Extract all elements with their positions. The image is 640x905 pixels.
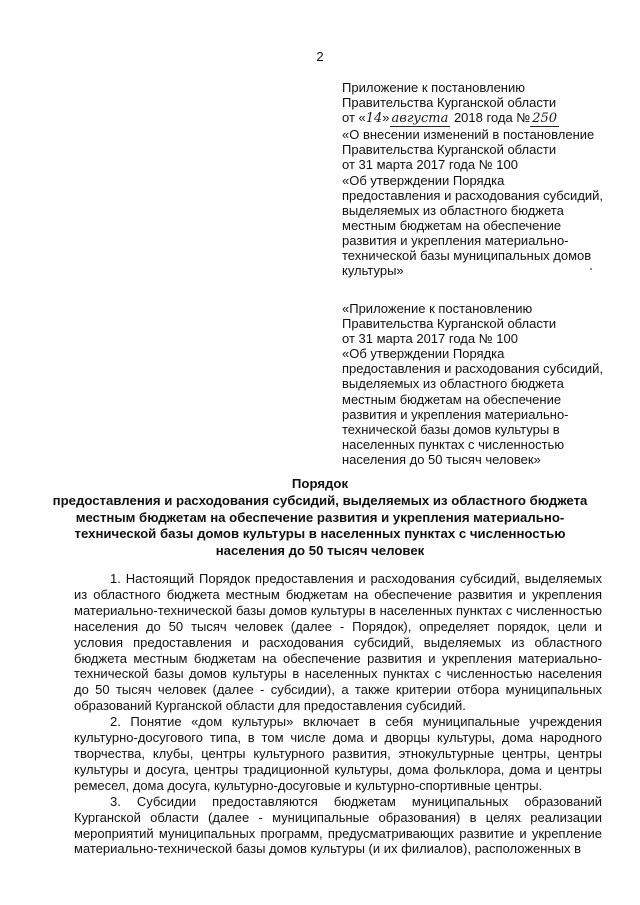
appendix2-line: «Приложение к постановлению (342, 301, 533, 316)
appendix2-line: предоставления и расходования субсидий, (342, 361, 604, 377)
document-body (74, 571, 602, 857)
date-quote: » (382, 110, 390, 126)
appendix-line: «Об утверждении Порядка (342, 172, 505, 188)
scan-speck (590, 268, 592, 270)
paragraph-2: 2. Понятие «дом культуры» включает в себя муниципальные учреждения культурно-досугового типа, в том числе дома и дворцы культуры, дома народного творчества, клубы, центры культурного развития, этнокультурные центры, центры культуры и досуга, центры традиционной культуры, дома фольклора, дома и центры ремесел, дома досуга, культурно-досуговые и культурно-спортивные центры. (74, 714, 602, 793)
date-prefix: от « (342, 110, 366, 126)
document-title (40, 476, 600, 560)
appendix-line: «О внесении изменений в постановление (342, 127, 595, 143)
title-line: местным бюджетам на обеспечение развития и укрепления материально- (75, 509, 565, 525)
appendix2-line: от 31 марта 2017 года № 100 (342, 331, 518, 347)
appendix-quote-header (342, 301, 607, 467)
appendix-date-line (342, 110, 607, 127)
appendix2-line: технической базы домов культуры в (342, 421, 560, 437)
appendix2-line: развития и укрепления материально- (342, 406, 569, 422)
appendix-line: Правительства Курганской области (342, 142, 557, 158)
appendix2-line: населения до 50 тысяч человек» (342, 451, 541, 467)
title-line: технической базы домов культуры в населенных пунктах с численностью (74, 526, 566, 542)
appendix-line: развития и укрепления материально- (342, 232, 569, 248)
appendix-line: технической базы муниципальных домов (342, 248, 592, 264)
appendix-line: от 31 марта 2017 года № 100 (342, 157, 518, 173)
handwritten-day: 14 (365, 111, 383, 127)
appendix2-line: местным бюджетам на обеспечение (342, 391, 562, 407)
paragraph-1: 1. Настоящий Порядок предоставления и расходования субсидий, выделяемых из областного бюджета местным бюджетам на обеспечение развития и укрепления материально-технической базы домов культуры в населенных пунктах с численностью населения до 50 тысяч человек (далее - Порядок), определяет порядок, цели и условия предоставления и расходования субсидий, выделяемых из областного бюджета местным бюджетам на обеспечение развития и укрепления материально-технической базы домов культуры в населенных пунктах с численностью населения до 50 тысяч человек (далее - субсидии), а также критерии отбора муниципальных образований Курганской области для предоставления субсидий. (74, 571, 602, 714)
title-line: населения до 50 тысяч человек (215, 543, 425, 559)
appendix-line: Приложение к постановлению (342, 80, 525, 95)
appendix-line: местным бюджетам на обеспечение (342, 217, 562, 233)
handwritten-month: августа (391, 111, 449, 127)
paragraph-3: 3. Субсидии предоставляются бюджетам муниципальных образований Курганской области (далее - муниципальные образования) в целях реализации мероприятий муниципальных программ, предусматривающих развитие и укрепление материально-технической базы домов культуры (и их филиалов), расположенных в (74, 793, 602, 857)
appendix2-line: населенных пунктах с численностью (342, 436, 565, 452)
appendix2-line: Правительства Курганской области (342, 316, 557, 332)
appendix2-line: выделяемых из областного бюджета (342, 376, 564, 392)
appendix-line: выделяемых из областного бюджета (342, 202, 564, 218)
appendix-line: культуры» (342, 263, 404, 279)
appendix2-line: «Об утверждении Порядка (342, 346, 505, 362)
handwritten-number: 250 (532, 111, 558, 127)
date-year: 2018 года № (453, 110, 531, 126)
page-number: 2 (316, 49, 324, 64)
appendix-line: Правительства Курганской области (342, 95, 557, 111)
title-line: Порядок (291, 476, 349, 491)
appendix-header (342, 80, 607, 278)
title-line: предоставления и расходования субсидий, выделяемых из областного бюджета (52, 492, 588, 508)
appendix-line: предоставления и расходования субсидий, (342, 187, 604, 203)
